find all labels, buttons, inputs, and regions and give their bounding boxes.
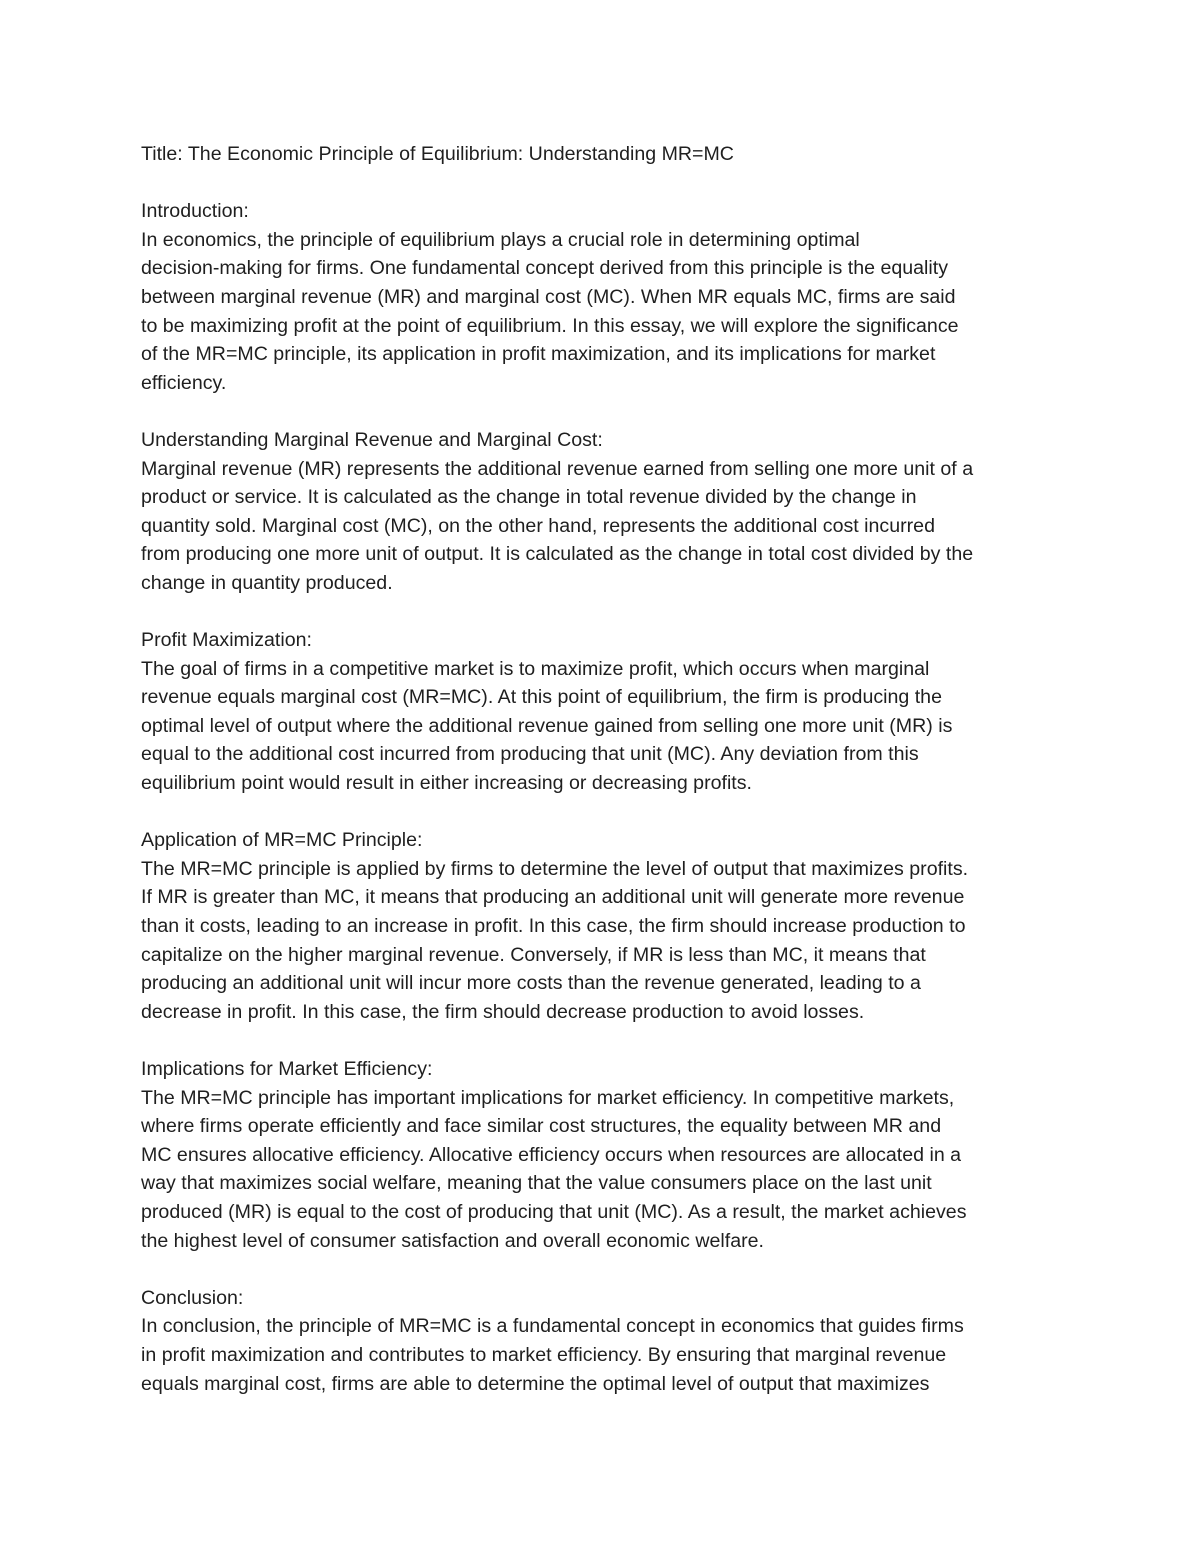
body-line: between marginal revenue (MR) and marginal cost (MC). When MR equals MC, firms are said (141, 285, 956, 308)
spacer (141, 397, 1081, 426)
body-line: producing an additional unit will incur more costs than the revenue generated, leading to a (141, 972, 921, 995)
section-application (141, 826, 1081, 1026)
spacer (141, 798, 1081, 827)
section-heading: Conclusion: (141, 1286, 244, 1309)
body-line: If MR is greater than MC, it means that producing an additional unit will generate more revenue (141, 886, 965, 909)
spacer (141, 1255, 1081, 1284)
document-page (141, 140, 1081, 1398)
spacer (141, 598, 1081, 627)
section-introduction (141, 197, 1081, 397)
section-profit-maximization (141, 626, 1081, 798)
body-line: decrease in profit. In this case, the firm should decrease production to avoid losses. (141, 1000, 865, 1023)
body-line: where firms operate efficiently and face similar cost structures, the equality between MR and (141, 1115, 942, 1138)
body-line: MC ensures allocative efficiency. Allocative efficiency occurs when resources are allocated in a (141, 1143, 962, 1166)
body-line: than it costs, leading to an increase in profit. In this case, the firm should increase production to (141, 915, 966, 938)
section-mr-mc (141, 426, 1081, 598)
body-line: The goal of firms in a competitive market is to maximize profit, which occurs when marginal (141, 657, 930, 680)
body-line: equal to the additional cost incurred from producing that unit (MC). Any deviation from this (141, 743, 919, 766)
section-heading: Profit Maximization: (141, 629, 312, 652)
body-line: capitalize on the higher marginal revenue. Conversely, if MR is less than MC, it means that (141, 943, 926, 966)
section-heading: Implications for Market Efficiency: (141, 1058, 433, 1080)
section-conclusion (141, 1284, 1081, 1398)
body-line: The MR=MC principle is applied by firms to determine the level of output that maximizes profits. (141, 857, 969, 880)
body-line: The MR=MC principle has important implications for market efficiency. In competitive markets, (141, 1086, 955, 1109)
body-line: change in quantity produced. (141, 571, 393, 594)
section-heading: Application of MR=MC Principle: (141, 829, 423, 852)
body-line: the highest level of consumer satisfaction and overall economic welfare. (141, 1229, 764, 1252)
body-line: of the MR=MC principle, its application in profit maximization, and its implications for market (141, 343, 936, 366)
body-line: produced (MR) is equal to the cost of producing that unit (MC). As a result, the market achieves (141, 1200, 967, 1223)
body-line: decision-making for firms. One fundamental concept derived from this principle is the equality (141, 257, 948, 280)
body-line: efficiency. (141, 371, 227, 394)
body-line: equals marginal cost, firms are able to determine the optimal level of output that maximizes (141, 1372, 930, 1395)
section-market-efficiency (141, 1055, 1081, 1255)
body-line: quantity sold. Marginal cost (MC), on the other hand, represents the additional cost incurred (141, 514, 935, 537)
body-line: Marginal revenue (MR) represents the additional revenue earned from selling one more unit of a (141, 457, 974, 480)
body-line: to be maximizing profit at the point of equilibrium. In this essay, we will explore the significance (141, 314, 959, 337)
body-line: optimal level of output where the additional revenue gained from selling one more unit (MR) is (141, 714, 953, 737)
section-heading: Understanding Marginal Revenue and Marginal Cost: (141, 428, 603, 451)
spacer (141, 169, 1081, 198)
body-line: In economics, the principle of equilibrium plays a crucial role in determining optimal (141, 228, 860, 251)
document-title: Title: The Economic Principle of Equilibrium: Understanding MR=MC (141, 143, 734, 165)
body-line: from producing one more unit of output. It is calculated as the change in total cost divided by the (141, 543, 974, 566)
body-line: product or service. It is calculated as the change in total revenue divided by the change in (141, 486, 917, 509)
spacer (141, 1026, 1081, 1055)
body-line: way that maximizes social welfare, meaning that the value consumers place on the last unit (141, 1172, 932, 1195)
body-line: In conclusion, the principle of MR=MC is a fundamental concept in economics that guides firms (141, 1315, 964, 1338)
body-line: revenue equals marginal cost (MR=MC). At this point of equilibrium, the firm is producing the (141, 686, 942, 709)
body-line: equilibrium point would result in either increasing or decreasing profits. (141, 772, 752, 795)
body-line: in profit maximization and contributes to market efficiency. By ensuring that marginal revenue (141, 1343, 947, 1366)
section-heading: Introduction: (141, 200, 249, 223)
